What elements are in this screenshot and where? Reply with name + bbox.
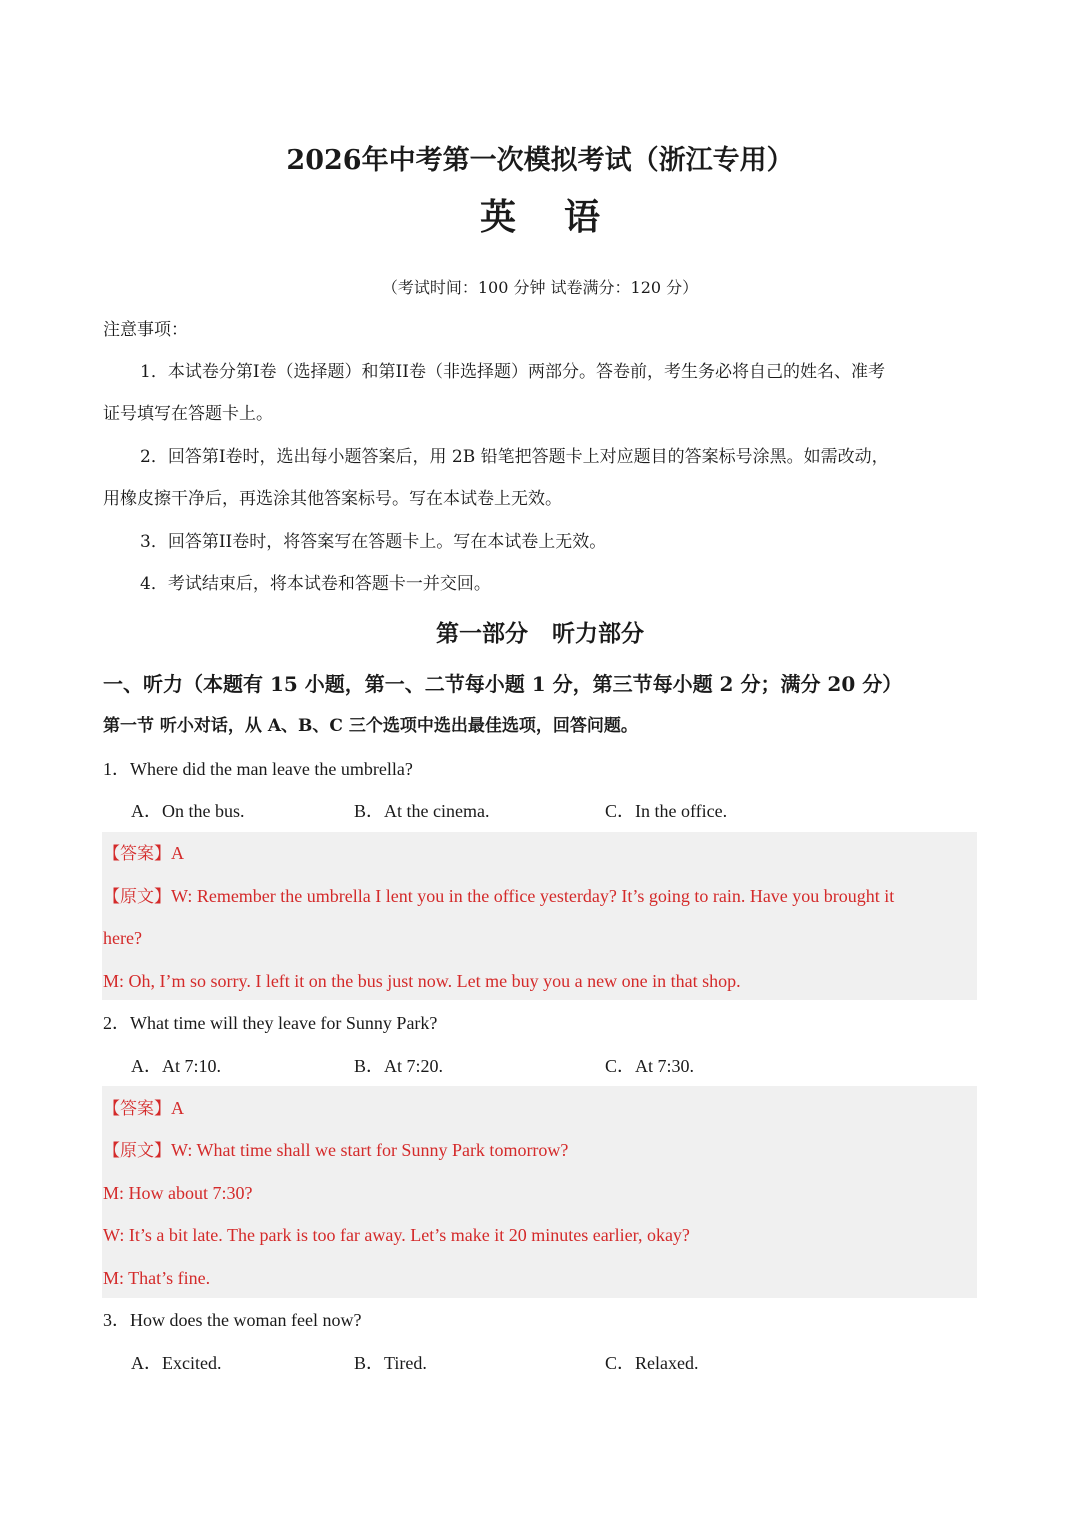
- question-2-stem: 2．What time will they leave for Sunny Park?: [103, 1013, 438, 1033]
- answer-tag: 【答案】: [103, 844, 171, 864]
- question-3-stem: 3．How does the woman feel now?: [103, 1310, 362, 1330]
- script-tag: 【原文】: [103, 887, 171, 907]
- answer-value: A: [171, 1098, 184, 1118]
- question-3-option-b: B．Tired.: [354, 1353, 427, 1373]
- note-4: 4．考试结束后，将本试卷和答题卡一并交回。: [140, 574, 491, 594]
- script-tag: 【原文】: [103, 1141, 171, 1161]
- notes-heading: 注意事项：: [103, 320, 188, 340]
- question-2-option-b: B．At 7:20.: [354, 1056, 444, 1076]
- subject-char-2: 语: [564, 196, 601, 238]
- question-3-option-c: C．Relaxed.: [605, 1353, 699, 1373]
- note-2-line-1: 2．回答第I卷时，选出每小题答案后，用 2B 铅笔把答题卡上对应题目的答案标号涂黑。如需改动，: [140, 447, 889, 467]
- question-3-option-a: A．Excited.: [131, 1353, 222, 1373]
- subsection-heading: 第一节 听小对话，从 A、B、C 三个选项中选出最佳选项，回答问题。: [103, 716, 638, 736]
- question-1-option-a: A．On the bus.: [131, 801, 245, 821]
- exam-meta: （考试时间：100 分钟 试卷满分：120 分）: [381, 278, 699, 297]
- question-2-script-line-3: W: It’s a bit late. The park is too far away. Let’s make it 20 minutes earlier, okay?: [103, 1225, 690, 1245]
- question-1-script-line-2: here?: [103, 928, 142, 948]
- note-2-line-2: 用橡皮擦干净后，再选涂其他答案标号。写在本试卷上无效。: [103, 489, 562, 509]
- subject-title: [0, 196, 1080, 238]
- subject-char-1: 英: [479, 196, 516, 238]
- script-text: W: What time shall we start for Sunny Park tomorrow?: [171, 1140, 569, 1160]
- section-heading: 一、听力（本题有 15 小题，第一、二节每小题 1 分，第三节每小题 2 分；满分 20 分）: [103, 672, 903, 696]
- answer-tag: 【答案】: [103, 1099, 171, 1119]
- question-1-stem: 1．Where did the man leave the umbrella?: [103, 759, 413, 779]
- question-2-option-c: C．At 7:30.: [605, 1056, 695, 1076]
- note-1-line-2: 证号填写在答题卡上。: [103, 404, 273, 424]
- question-2-script-line-1: [103, 1138, 568, 1163]
- note-3: 3．回答第II卷时，将答案写在答题卡上。写在本试卷上无效。: [140, 532, 607, 552]
- script-text: W: Remember the umbrella I lent you in the office yesterday? It’s going to rain. Have you brought it: [171, 886, 895, 906]
- question-1-script-line-1: [103, 884, 894, 909]
- part-heading: [0, 619, 1080, 649]
- question-2-answer: [103, 1096, 184, 1121]
- answer-value: A: [171, 843, 184, 863]
- exam-title: 2026年中考第一次模拟考试（浙江专用）: [286, 145, 794, 176]
- question-1-option-c: C．In the office.: [605, 801, 728, 821]
- question-2-script-line-2: M: How about 7:30?: [103, 1183, 253, 1203]
- question-1-option-b: B．At the cinema.: [354, 801, 490, 821]
- question-1-script-line-3: M: Oh, I’m so sorry. I left it on the bus just now. Let me buy you a new one in that shop.: [103, 971, 741, 991]
- part-name: 第一部分: [436, 620, 528, 647]
- note-1-line-1: 1．本试卷分第I卷（选择题）和第II卷（非选择题）两部分。答卷前，考生务必将自己的姓名、准考: [140, 362, 885, 382]
- question-2-option-a: A．At 7:10.: [131, 1056, 221, 1076]
- question-1-answer: [103, 841, 184, 866]
- question-2-script-line-4: M: That’s fine.: [103, 1268, 211, 1288]
- part-subname: 听力部分: [552, 620, 644, 647]
